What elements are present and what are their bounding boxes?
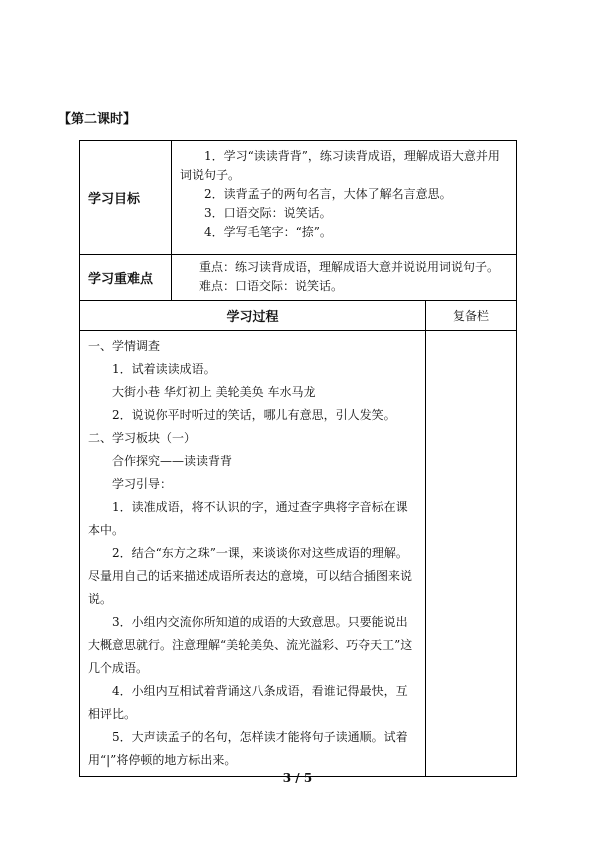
process-header: 学习过程 bbox=[80, 301, 426, 331]
goal-item: 4．学写毛笔字：“捺”。 bbox=[204, 225, 332, 239]
goal-item: 3．口语交际：说笑话。 bbox=[204, 206, 332, 220]
goal-item: 2．读背孟子的两句名言，大体了解名言意思。 bbox=[204, 187, 452, 201]
process-line: 5．大声读孟子的名句，怎样读才能将句子读通顺。试着用“|”将停顿的地方标出来。 bbox=[88, 730, 408, 767]
process-line: 3．小组内交流你所知道的成语的大致意思。只要能说出大概意思就行。注意理解“美轮美奂、流光溢彩、巧夺天工”这几个成语。 bbox=[88, 615, 413, 675]
process-line: 一、学情调查 bbox=[88, 339, 161, 353]
process-line: 1．试着读读成语。 bbox=[112, 362, 216, 376]
goals-row bbox=[80, 141, 517, 255]
process-content bbox=[80, 331, 426, 777]
process-body-row bbox=[80, 331, 517, 777]
process-line: 大街小巷 华灯初上 美轮美奂 车水马龙 bbox=[112, 385, 316, 399]
keypoints-content bbox=[172, 255, 517, 301]
process-line: 二、学习板块（一） bbox=[88, 431, 197, 445]
process-line: 学习引导： bbox=[112, 477, 173, 491]
lesson-heading: 【第二课时】 bbox=[58, 112, 137, 127]
review-column bbox=[426, 331, 517, 777]
review-column-header: 复备栏 bbox=[426, 301, 517, 331]
goal-item: 1．学习“读读背背”，练习读背成语，理解成语大意并用词说句子。 bbox=[180, 149, 500, 182]
goals-label: 学习目标 bbox=[80, 141, 172, 255]
lesson-plan-table bbox=[79, 140, 517, 777]
process-line: 1．读准成语，将不认识的字，通过查字典将字音标在课本中。 bbox=[88, 500, 408, 537]
process-line: 4．小组内互相试着背诵这八条成语，看谁记得最快，互相评比。 bbox=[88, 684, 408, 721]
keypoint-item: 重点：练习读背成语，理解成语大意并说说用词说句子。 bbox=[199, 260, 500, 274]
keypoint-item: 难点：口语交际：说笑话。 bbox=[199, 279, 344, 293]
keypoints-label: 学习重难点 bbox=[80, 255, 172, 301]
process-line: 合作探究——读读背背 bbox=[112, 454, 233, 468]
process-line: 2．说说你平时听过的笑话，哪儿有意思，引人发笑。 bbox=[112, 408, 396, 422]
keypoints-row bbox=[80, 255, 517, 301]
process-header-row bbox=[80, 301, 517, 331]
page-number: 3 / 5 bbox=[282, 771, 313, 785]
goals-content bbox=[172, 141, 517, 255]
process-line: 2．结合“东方之珠”一课，来谈谈你对这些成语的理解。尽量用自己的话来描述成语所表达的意境，可以结合插图来说说。 bbox=[88, 546, 413, 606]
